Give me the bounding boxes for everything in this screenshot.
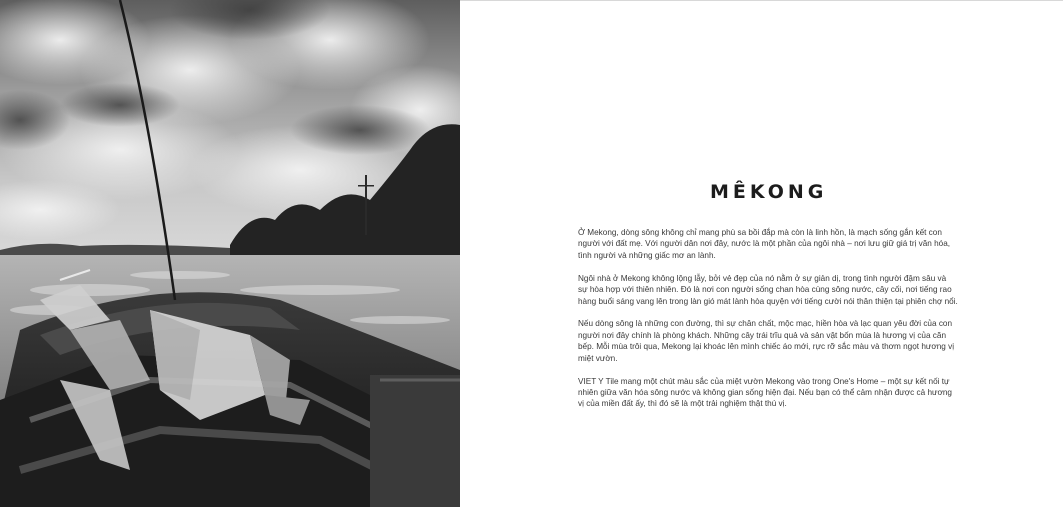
mekong-boat-photo bbox=[0, 0, 460, 507]
paragraph-1: Ở Mekong, dòng sông không chỉ mang phù sa bồi đắp mà còn là linh hồn, là mạch sống gắn kết con người với đất mẹ. Với người dân nơi đây, nước là một phần của ngôi nhà – nơi lưu giữ giá trị văn hóa, tình người và những giấc mơ an lành. bbox=[578, 228, 951, 260]
paragraph-3: Nếu dòng sông là những con đường, thì sự chân chất, mộc mạc, hiền hòa và lạc quan yêu đời của con người nơi đây chính là phòng khách. Những cây trái trĩu quả và sản vật bốn mùa là hương vị của căn bếp. Mỗi mùa trôi qua, Mekong lại khoác lên mình chiếc áo mới, rực rỡ sắc màu và thơm ngọt hương vị miệt vườn. bbox=[578, 319, 955, 363]
paragraph-4: VIET Y Tile mang một chút màu sắc của miệt vườn Mekong vào trong One's Home – một sự kết nối tự nhiên giữa văn hóa sông nước và không gian sống hiện đại. Nếu bạn có thể cảm nhận được cả hương vị của miền đất ấy, thì đó sẽ là một trải nghiệm thật thú vị. bbox=[578, 376, 952, 409]
boat-on-river-image bbox=[0, 0, 460, 507]
page-title: MÊKONG bbox=[710, 181, 828, 203]
text-page bbox=[460, 0, 1063, 507]
body-text bbox=[578, 227, 958, 421]
paragraph-2: Ngôi nhà ở Mekong không lộng lẫy, bởi vẻ đẹp của nó nằm ở sự giản dị, trong tình người đậm sâu và sự hòa hợp với thiên nhiên. Đó là nơi con người sống chan hòa cùng sông nước, cây cối, nơi tiếng rao hàng buổi sáng vang lên trong làn gió mát lành hòa quyện với tiếng cười nói thân thiện tại phiên chợ nổi. bbox=[578, 273, 958, 306]
